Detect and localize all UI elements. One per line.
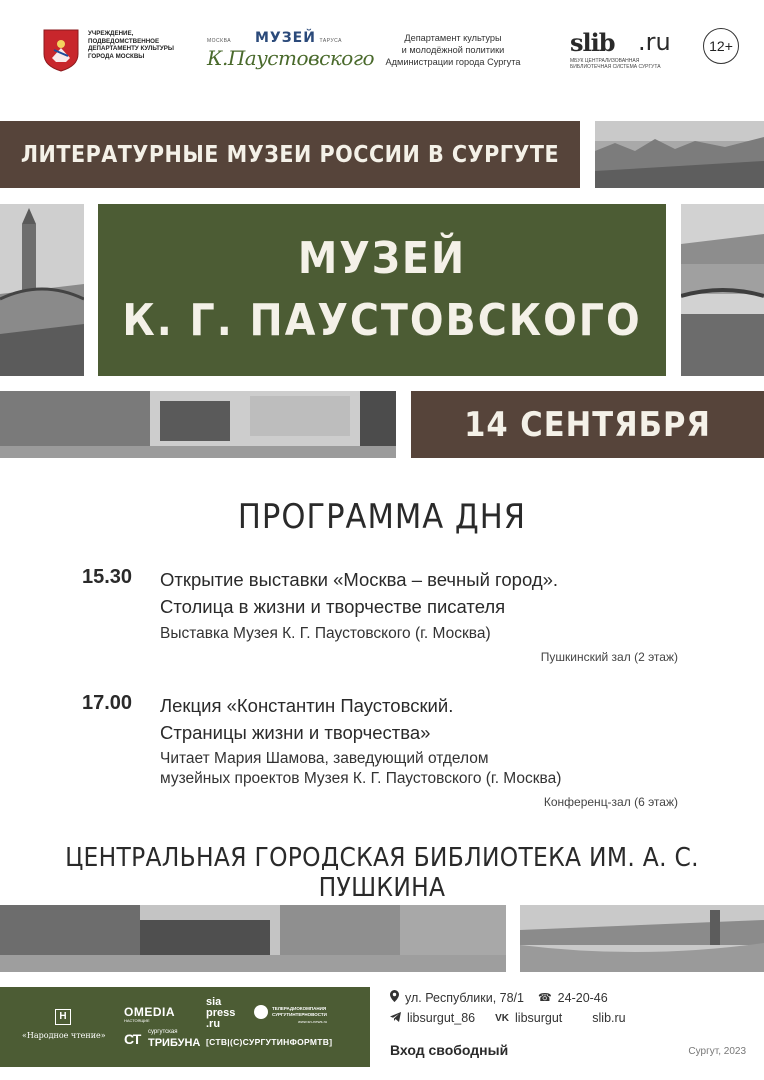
social-row bbox=[390, 1011, 626, 1025]
slib-mark: slib bbox=[570, 28, 615, 57]
logo-city-left: МОСКВА bbox=[207, 38, 232, 44]
event-time: 17.00 bbox=[82, 692, 133, 714]
moscow-crest-icon bbox=[42, 28, 80, 72]
event-desc-line: Выставка Музея К. Г. Паустовского (г. Москва) bbox=[160, 625, 491, 642]
partners-panel bbox=[0, 987, 370, 1067]
event-title-line: Столица в жизни и творчестве писателя bbox=[160, 596, 506, 617]
tribuna-mark-icon: СТ bbox=[124, 1031, 141, 1047]
location-pin-icon bbox=[390, 990, 399, 1005]
photo-moscow-panorama bbox=[595, 121, 764, 188]
event-title-line: Страницы жизни и творчества» bbox=[160, 722, 431, 743]
partner-tribuna-small: сургутская bbox=[148, 1029, 178, 1035]
museum-banner bbox=[98, 204, 666, 376]
moscow-org-text: УЧРЕЖДЕНИЕ, ПОДВЕДОМСТВЕННОЕ ДЕПАРТАМЕНТУ КУЛЬТУРЫ ГОРОДА МОСКВЫ bbox=[88, 30, 174, 60]
vk-handle[interactable]: libsurgut bbox=[515, 1011, 563, 1025]
phone-icon: ☎ bbox=[537, 992, 552, 1004]
partner-omedia: OMEDIA bbox=[124, 1005, 175, 1019]
partner-siapress bbox=[206, 997, 235, 1030]
photo-kremlin-embankment bbox=[520, 905, 764, 972]
museum-title-line1: МУЗЕЙ bbox=[297, 233, 467, 284]
department-line: Администрации города Сургута bbox=[385, 57, 521, 67]
event-desc-line: музейных проектов Музея К. Г. Паустовского (г. Москва) bbox=[160, 769, 562, 787]
siapress-line: .ru bbox=[206, 1018, 221, 1030]
event-title bbox=[160, 692, 453, 746]
program-title: ПРОГРАММА ДНЯ bbox=[237, 497, 527, 537]
slib-subtitle: МБУК ЦЕНТРАЛИЗОВАННАЯ БИБЛИОТЕЧНАЯ СИСТЕМА СУРГУТА bbox=[570, 58, 661, 70]
telegram-icon bbox=[390, 1012, 401, 1025]
age-rating-badge: 12+ bbox=[703, 28, 739, 64]
event-title-line: Лекция «Константин Паустовский. bbox=[160, 695, 454, 716]
siapress-line: sia bbox=[206, 996, 222, 1008]
free-entry-text: Вход свободный bbox=[390, 1042, 509, 1058]
site-link[interactable]: slib.ru bbox=[592, 1011, 626, 1025]
museum-title-line2: К. Г. ПАУСТОВСКОГО bbox=[122, 295, 642, 346]
department-line: Департамент культуры bbox=[404, 33, 502, 43]
event-title-line: Открытие выставки «Москва – вечный город». bbox=[160, 569, 559, 590]
event-item bbox=[0, 566, 764, 676]
phone-text[interactable]: 24-20-46 bbox=[557, 990, 608, 1005]
logo-muzei: МУЗЕЙ bbox=[255, 30, 316, 46]
slib-ru: .ru bbox=[638, 28, 671, 56]
partner-narodnoe: «Народное чтение» bbox=[22, 1031, 106, 1040]
library-name: ЦЕНТРАЛЬНАЯ ГОРОДСКАЯ БИБЛИОТЕКА ИМ. А. С. ПУШКИНА bbox=[65, 843, 699, 903]
department-line: и молодёжной политики bbox=[401, 45, 505, 55]
event-room: Конференц-зал (6 этаж) bbox=[543, 795, 678, 809]
event-item bbox=[0, 692, 764, 817]
contacts-panel bbox=[390, 990, 750, 1070]
address-row bbox=[390, 990, 608, 1005]
event-desc-line: Читает Мария Шамова, заведующий отделом bbox=[160, 750, 489, 767]
date-banner: 14 СЕНТЯБРЯ bbox=[411, 391, 764, 458]
photo-old-moscow-street bbox=[0, 905, 506, 972]
photo-tram-street bbox=[0, 391, 396, 458]
partner-omedia-sub: НАСТОЯЩИЕ bbox=[124, 1018, 150, 1023]
photo-kremlin bbox=[0, 204, 84, 376]
city-year-text: Сургут, 2023 bbox=[688, 1046, 746, 1057]
partner-tribuna: ТРИБУНА bbox=[148, 1037, 201, 1049]
slib-logo bbox=[570, 28, 680, 78]
paustovsky-museum-logo bbox=[207, 28, 374, 78]
logo-city-right: ТАРУСА bbox=[319, 38, 342, 44]
event-time: 15.30 bbox=[82, 566, 133, 588]
telegram-handle[interactable]: libsurgut_86 bbox=[407, 1011, 476, 1025]
partner-sntv: ТЕЛЕРАДИОКОМПАНИЯ СУРГУТИНТЕРНОВОСТИ bbox=[272, 1006, 327, 1017]
address-text: ул. Республики, 78/1 bbox=[405, 990, 524, 1005]
vk-icon: VK bbox=[495, 1012, 510, 1024]
series-banner: ЛИТЕРАТУРНЫЕ МУЗЕИ РОССИИ В СУРГУТЕ bbox=[0, 121, 580, 188]
sntv-icon bbox=[254, 1005, 268, 1019]
siapress-line: press bbox=[206, 1007, 236, 1019]
department-text bbox=[368, 32, 538, 68]
event-description bbox=[160, 749, 561, 788]
partner-sntv-url: www.sn-news.ru bbox=[298, 1019, 328, 1024]
logo-name: К.Паустовского bbox=[207, 46, 374, 70]
event-description bbox=[160, 624, 491, 644]
event-title bbox=[160, 566, 558, 620]
narodnoe-icon: Н bbox=[55, 1009, 71, 1025]
photo-river-bridge bbox=[681, 204, 764, 376]
header bbox=[0, 22, 764, 82]
event-room: Пушкинский зал (2 этаж) bbox=[540, 650, 678, 664]
partner-stv: [СТВ|(С)СУРГУТИНФОРМТВ] bbox=[206, 1037, 333, 1047]
